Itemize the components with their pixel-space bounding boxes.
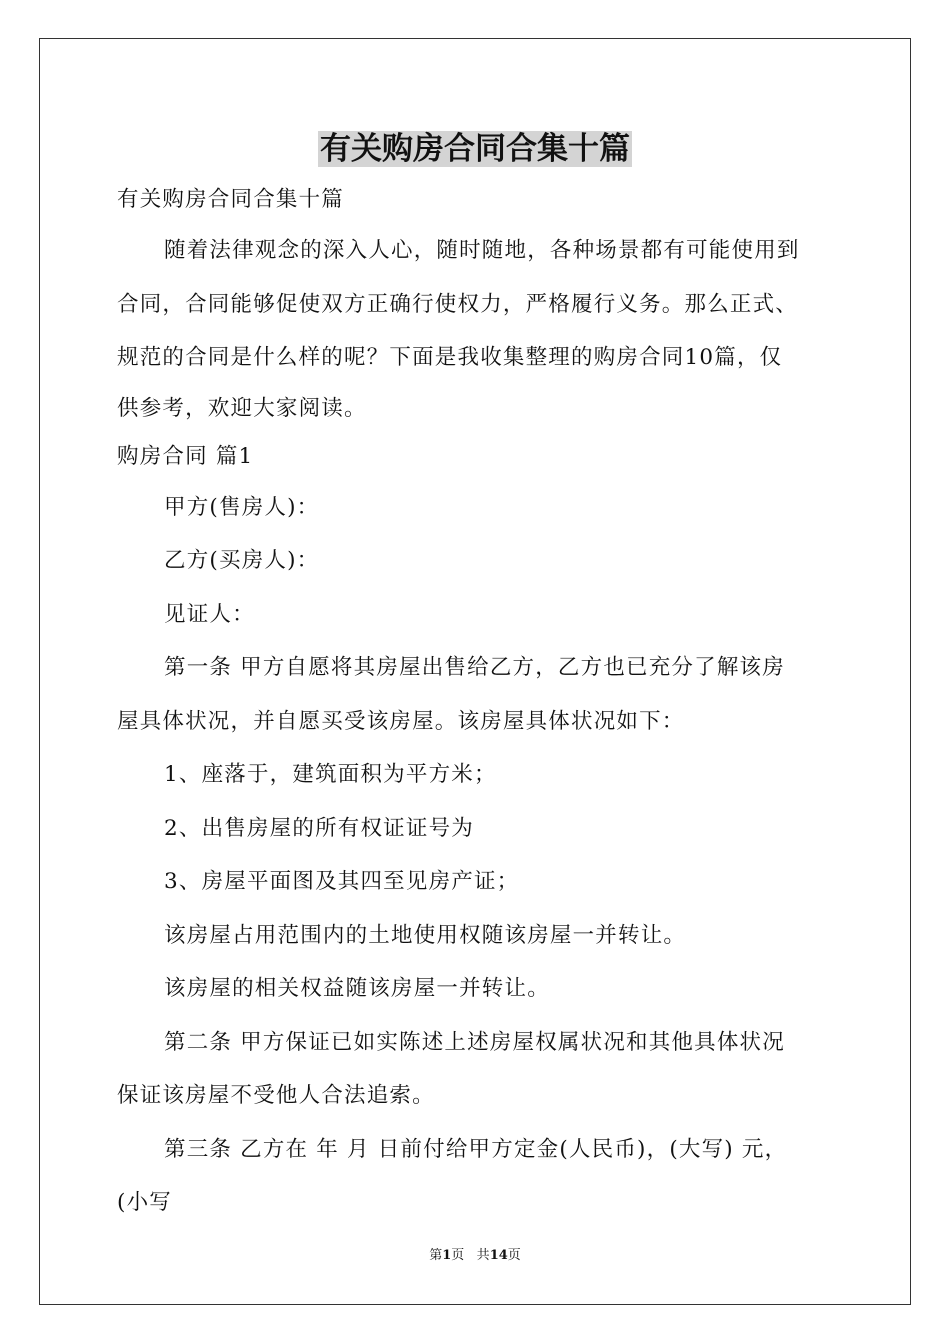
footer-page-suffix: 页 xyxy=(451,1248,465,1263)
paragraph-line: 1、座落于，建筑面积为平方米； xyxy=(164,762,497,787)
paragraph-line: 供参考，欢迎大家阅读。 xyxy=(117,395,367,421)
paragraph-line: 购房合同 篇1 xyxy=(117,443,254,469)
paragraph-line: 第一条 甲方自愿将其房屋出售给乙方，乙方也已充分了解该房 xyxy=(164,655,785,680)
paragraph-line: 见证人： xyxy=(164,601,255,627)
paragraph-line: 该房屋占用范围内的土地使用权随该房屋一并转让。 xyxy=(164,922,687,948)
paragraph-line: 保证该房屋不受他人合法追索。 xyxy=(117,1083,435,1108)
paragraph-line: 2、出售房屋的所有权证证号为 xyxy=(164,815,474,841)
footer-page-number: 1 xyxy=(442,1248,452,1263)
paragraph-line: 甲方(售房人)： xyxy=(164,494,320,520)
paragraph-line: 该房屋的相关权益随该房屋一并转让。 xyxy=(164,976,550,1001)
footer-prefix: 第 xyxy=(429,1248,443,1263)
paragraph-line: 随着法律观念的深入人心，随时随地，各种场景都有可能使用到 xyxy=(164,238,800,263)
paragraph-line: (小写 xyxy=(117,1190,172,1215)
page-footer xyxy=(0,1246,950,1266)
footer-total-pages: 14 xyxy=(489,1248,508,1263)
document-title xyxy=(0,126,950,172)
paragraph-line: 合同，合同能够促使双方正确行使权力，严格履行义务。那么正式、 xyxy=(117,291,799,317)
paragraph-line: 有关购房合同合集十篇 xyxy=(117,187,345,212)
document-body xyxy=(117,176,837,1230)
paragraph-line: 乙方(买房人)： xyxy=(164,548,320,573)
paragraph-line: 第三条 乙方在 年 月 日前付给甲方定金(人民币)，(大写) 元， xyxy=(164,1136,788,1162)
paragraph-line: 第二条 甲方保证已如实陈述上述房屋权属状况和其他具体状况 xyxy=(164,1029,785,1055)
paragraph-line: 屋具体状况，并自愿买受该房屋。该房屋具体状况如下： xyxy=(117,708,685,734)
document-title-text: 有关购房合同合集十篇 xyxy=(320,131,630,167)
footer-total-suffix: 页 xyxy=(507,1248,521,1263)
footer-total-prefix: 共 xyxy=(476,1248,490,1263)
paragraph-line: 3、房屋平面图及其四至见房产证； xyxy=(164,869,520,894)
paragraph-line: 规范的合同是什么样的呢？下面是我收集整理的购房合同10篇，仅 xyxy=(117,345,783,370)
